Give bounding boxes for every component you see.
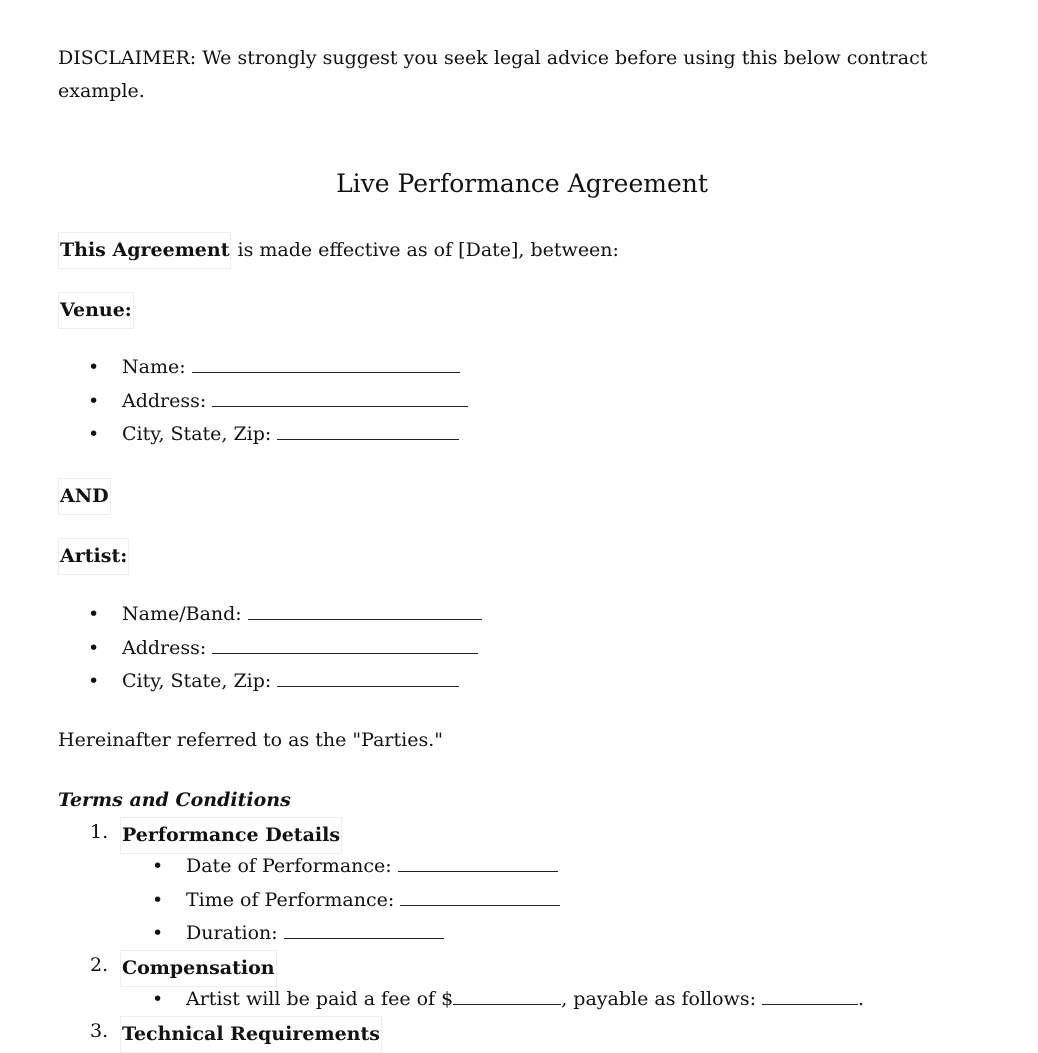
terms-heading: Terms and Conditions bbox=[58, 789, 291, 811]
parties-paragraph: Hereinafter referred to as the "Parties." bbox=[58, 729, 443, 751]
and-label: AND bbox=[58, 478, 111, 515]
fee-text: . bbox=[858, 988, 865, 1010]
time-of-performance-field bbox=[58, 885, 560, 919]
field-label: Address: bbox=[122, 389, 213, 412]
blank-line[interactable] bbox=[248, 601, 482, 620]
intro-text: is made effective as of [Date], between: bbox=[231, 239, 619, 261]
disclaimer-text: DISCLAIMER: We strongly suggest you seek legal advice before using this below contract example. bbox=[58, 47, 928, 102]
fee-clause bbox=[58, 984, 864, 1018]
section-number: 1. bbox=[90, 821, 109, 843]
artist-name-band-field bbox=[58, 599, 482, 633]
field-label: Time of Performance: bbox=[186, 888, 401, 911]
blank-line[interactable] bbox=[212, 635, 478, 654]
field-label: City, State, Zip: bbox=[122, 423, 278, 445]
artist-fields-list bbox=[58, 599, 482, 700]
compensation-list bbox=[58, 984, 864, 1018]
payment-terms-blank[interactable] bbox=[762, 986, 858, 1005]
blank-line[interactable] bbox=[284, 920, 444, 939]
field-label: Name/Band: bbox=[122, 603, 248, 625]
blank-line[interactable] bbox=[212, 388, 468, 407]
performance-details-list bbox=[58, 851, 560, 952]
section-title: Compensation bbox=[120, 950, 277, 987]
blank-line[interactable] bbox=[398, 853, 558, 872]
document-title: Live Performance Agreement bbox=[336, 169, 708, 198]
intro-bold-label: This Agreement bbox=[58, 232, 231, 269]
artist-address-field bbox=[58, 633, 482, 667]
artist-city-state-zip-field bbox=[58, 666, 482, 700]
section-3-heading bbox=[58, 1016, 958, 1053]
field-label: City, State, Zip: bbox=[122, 670, 278, 692]
section-2-heading bbox=[58, 950, 958, 987]
fee-blank[interactable] bbox=[453, 986, 561, 1005]
venue-address-field bbox=[58, 386, 468, 420]
and-row bbox=[58, 478, 111, 515]
blank-line[interactable] bbox=[192, 354, 460, 373]
venue-heading: Venue: bbox=[58, 292, 134, 329]
field-label: Address: bbox=[122, 636, 213, 659]
date-of-performance-field bbox=[58, 851, 560, 885]
blank-line[interactable] bbox=[277, 421, 459, 440]
fee-text: , payable as follows: bbox=[561, 988, 763, 1010]
section-title: Technical Requirements bbox=[120, 1016, 382, 1053]
field-label: Name: bbox=[122, 356, 192, 378]
intro-paragraph bbox=[58, 232, 619, 269]
field-label: Duration: bbox=[186, 922, 284, 944]
venue-fields-list bbox=[58, 352, 468, 453]
artist-heading-row bbox=[58, 538, 129, 575]
artist-heading: Artist: bbox=[58, 538, 129, 575]
section-number: 3. bbox=[90, 1020, 109, 1042]
venue-city-state-zip-field bbox=[58, 419, 468, 453]
venue-heading-row bbox=[58, 292, 134, 329]
fee-text: Artist will be paid a fee of $ bbox=[186, 988, 454, 1010]
blank-line[interactable] bbox=[277, 668, 459, 687]
field-label: Date of Performance: bbox=[186, 855, 398, 877]
duration-field bbox=[58, 918, 560, 952]
venue-name-field bbox=[58, 352, 468, 386]
blank-line[interactable] bbox=[400, 887, 560, 906]
section-title: Performance Details bbox=[120, 817, 342, 854]
section-number: 2. bbox=[90, 954, 109, 976]
section-1-heading bbox=[58, 817, 958, 854]
